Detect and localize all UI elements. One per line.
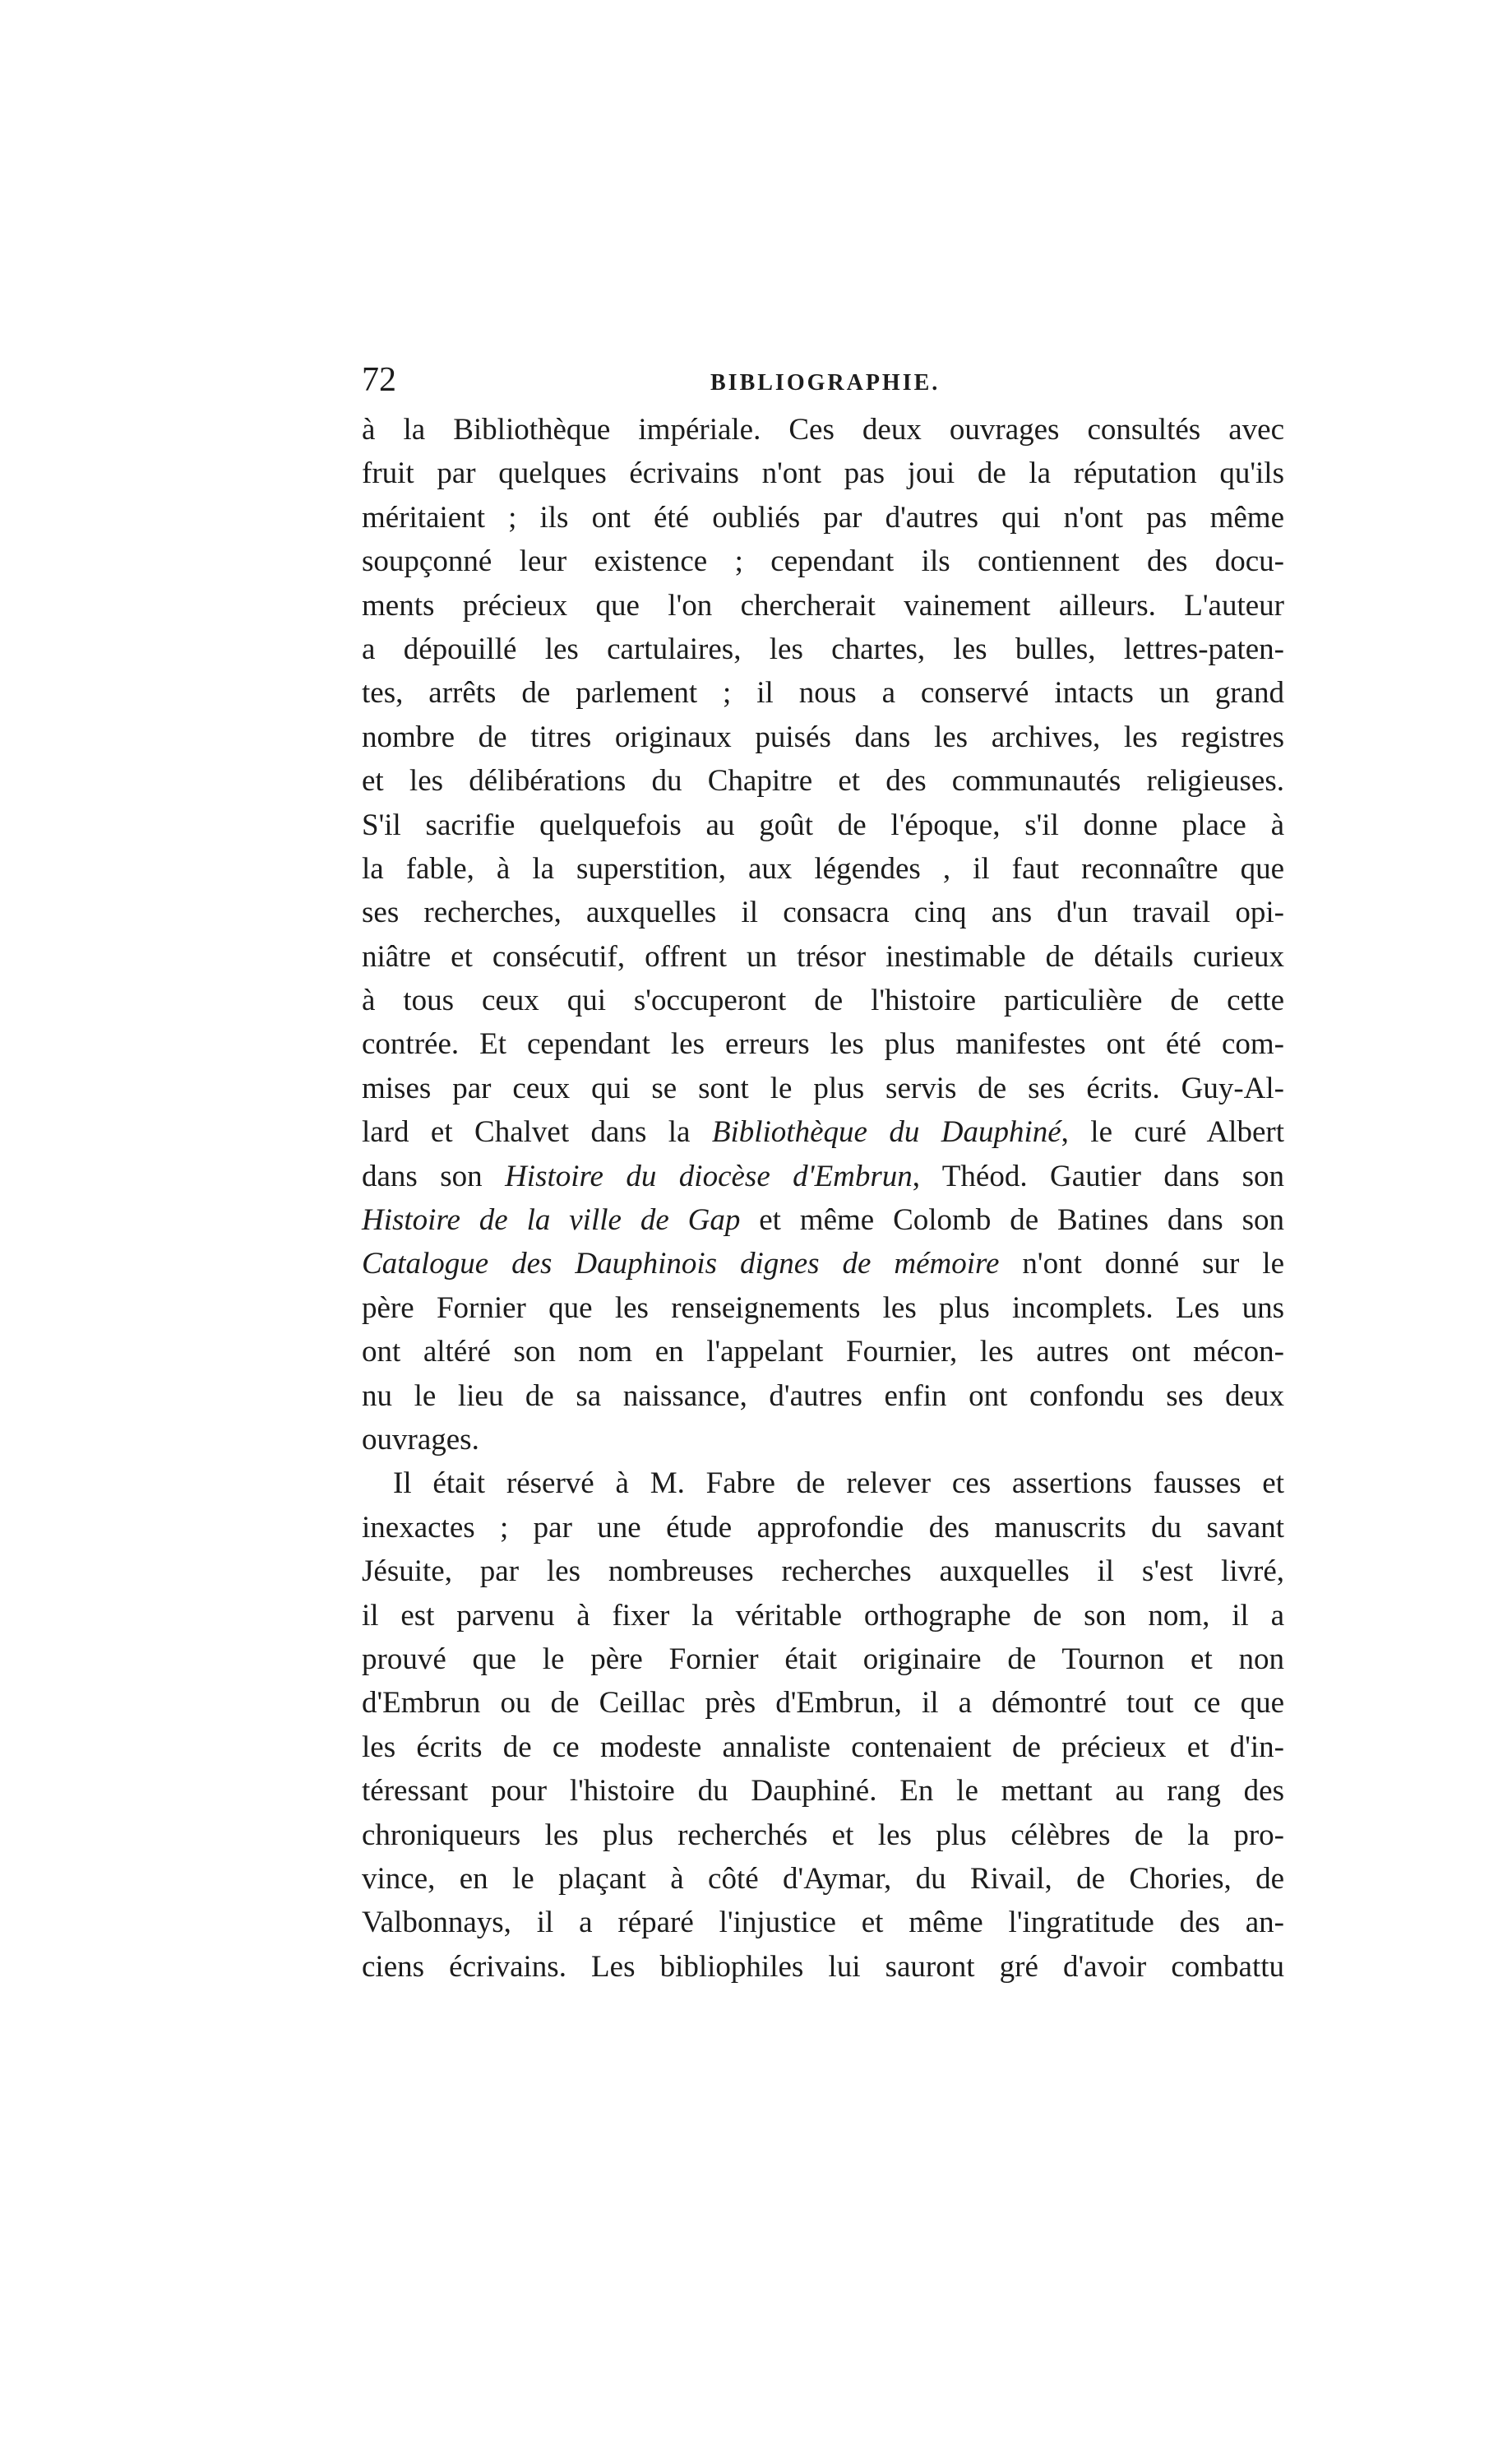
text-line: ments précieux que l'on chercherait vainement ailleurs. L'auteur [362, 588, 1284, 623]
title-histoire-de-la-ville-de-gap: Histoire de la ville de Gap [362, 1203, 741, 1238]
text-line: vince, en le plaçant à côté d'Aymar, du Rivail, de Chories, de [362, 1861, 1284, 1896]
text-line: à tous ceux qui s'occuperont de l'histoire particulière de cette [362, 984, 1284, 1018]
text-line: fruit par quelques écrivains n'ont pas joui de la réputation qu'ils [362, 456, 1284, 491]
text-line: contrée. Et cependant les erreurs les plus manifestes ont été com- [362, 1027, 1284, 1062]
text-line: les écrits de ce modeste annaliste contenaient de précieux et d'in- [362, 1730, 1284, 1764]
text-line: S'il sacrifie quelquefois au goût de l'époque, s'il donne place à [362, 808, 1284, 842]
text-line: et les délibérations du Chapitre et des communautés religieuses. [362, 764, 1284, 799]
page-number: 72 [362, 361, 396, 399]
text-line: Il était réservé à M. Fabre de relever ces assertions fausses et [393, 1466, 1284, 1501]
text-line: nu le lieu de sa naissance, d'autres enfin ont confondu ses deux [362, 1378, 1284, 1413]
text-line: père Fornier que les renseignements les plus incomplets. Les uns [362, 1290, 1284, 1325]
text-line: d'Embrun ou de Ceillac près d'Embrun, il a démontré tout ce que [362, 1686, 1284, 1721]
text-line: Catalogue des Dauphinois dignes de mémoire n'ont donné sur le [362, 1247, 1285, 1281]
text-line: a dépouillé les cartulaires, les chartes, les bulles, lettres-paten- [362, 632, 1284, 666]
title-bibliotheque-du-dauphine: Bibliothèque du Dauphiné [711, 1115, 1061, 1150]
text-line: nombre de titres originaux puisés dans les archives, les registres [362, 720, 1284, 754]
running-head [362, 355, 1283, 405]
text-line: à la Bibliothèque impériale. Ces deux ouvrages consultés avec [362, 413, 1284, 447]
text-line: téressant pour l'histoire du Dauphiné. En le mettant au rang des [362, 1774, 1284, 1809]
text-line: méritaient ; ils ont été oubliés par d'autres qui n'ont pas même [362, 500, 1284, 535]
text-line: tes, arrêts de parlement ; il nous a conservé intacts un grand [362, 676, 1284, 711]
text-line: Valbonnays, il a réparé l'injustice et même l'ingratitude des an- [362, 1906, 1284, 1940]
text-line: niâtre et consécutif, offrent un trésor inestimable de détails curieux [362, 939, 1284, 974]
title-catalogue-des-dauphinois: Catalogue des Dauphinois dignes de mémoire [362, 1247, 1000, 1281]
text-line: il est parvenu à fixer la véritable orthographe de son nom, il a [362, 1598, 1284, 1633]
text-line: Jésuite, par les nombreuses recherches auxquelles il s'est livré, [362, 1554, 1284, 1589]
text-line: ciens écrivains. Les bibliophiles lui sauront gré d'avoir combattu [362, 1949, 1284, 1984]
text-line: ses recherches, auxquelles il consacra cinq ans d'un travail opi- [362, 896, 1284, 930]
text-line: ouvrages. [362, 1422, 479, 1457]
text-line: prouvé que le père Fornier était originaire de Tournon et non [362, 1642, 1284, 1676]
text-line: inexactes ; par une étude approfondie des manuscrits du savant [362, 1510, 1284, 1545]
text-line: dans son Histoire du diocèse d'Embrun, Théod. Gautier dans son [362, 1159, 1284, 1193]
body-text [362, 408, 1284, 1989]
text-line: soupçonné leur existence ; cependant ils contiennent des docu- [362, 544, 1284, 579]
text-line: chroniqueurs les plus recherchés et les plus célèbres de la pro- [362, 1818, 1284, 1852]
text-line: lard et Chalvet dans la Bibliothèque du Dauphiné, le curé Albert [362, 1115, 1284, 1150]
text-line: la fable, à la superstition, aux légendes , il faut reconnaître que [362, 851, 1284, 886]
text-line: ont altéré son nom en l'appelant Fournier, les autres ont mécon- [362, 1335, 1284, 1369]
running-title: BIBLIOGRAPHIE. [710, 370, 941, 396]
text-line: Histoire de la ville de Gap et même Colomb de Batines dans son [362, 1203, 1284, 1238]
title-histoire-du-diocese-d-embrun: Histoire du diocèse d'Embrun [505, 1159, 913, 1193]
text-line: mises par ceux qui se sont le plus servis de ses écrits. Guy-Al- [362, 1071, 1284, 1105]
